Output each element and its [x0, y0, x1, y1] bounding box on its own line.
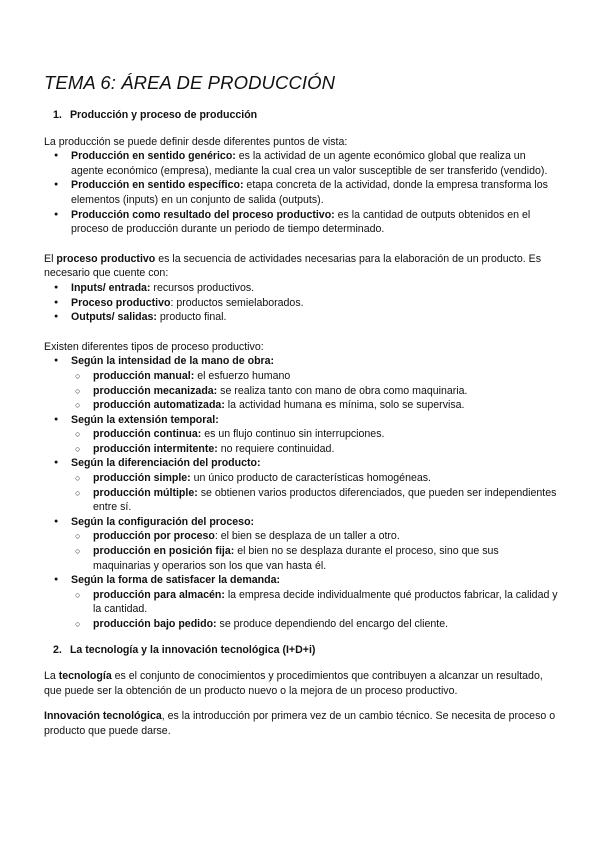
section-heading-2: 2. La tecnología y la innovación tecnológica (I+D+i) [53, 643, 316, 656]
sublist-item: ○ producción bajo pedido: se produce dependiendo del encargo del cliente. [44, 617, 558, 632]
sublist-item: ○ producción para almacén: la empresa decide individualmente qué productos fabricar, la calidad y la cantidad. [44, 588, 558, 617]
sublist-item: ○ producción mecanizada: se realiza tanto con mano de obra como maquinaria. [44, 384, 558, 399]
list-item: ● Producción como resultado del proceso productivo: es la cantidad de outputs obtenidos en el proceso de producción durante un periodo de tiempo determinado. [44, 208, 558, 237]
list-item: ● Producción en sentido específico: etapa concreta de la actividad, donde la empresa transforma los elementos (inputs) en un conjunto de salida (outputs). [44, 178, 558, 207]
sublist-item: ○ producción en posición fija: el bien no se desplaza durante el proceso, sino que sus maquinarias y operarios son los que van hasta él. [44, 544, 558, 573]
section-heading-1: 1. Producción y proceso de producción [53, 109, 258, 121]
document-body [44, 108, 558, 739]
list-item: ● Outputs/ salidas: producto final. [44, 310, 558, 325]
sublist-item: ○ producción automatizada: la actividad humana es mínima, solo se supervisa. [44, 398, 558, 413]
process-paragraph: El proceso productivo es la secuencia de actividades necesarias para la elaboración de un producto. Es necesario que cuente con: [44, 252, 542, 280]
sublist [44, 471, 558, 515]
definitions-list [44, 149, 558, 237]
process-elements-list [44, 281, 558, 325]
list-item: ● Proceso productivo: productos semielaborados. [44, 296, 558, 311]
list-item: ● Inputs/ entrada: recursos productivos. [44, 281, 558, 296]
list-item: ● Según la forma de satisfacer la demanda: ○ producción para almacén: la empresa decide individualmente qué productos fabricar, la calidad y la cantidad. ○ producción bajo pedido: se produce dependiendo del encargo del cliente. [44, 573, 558, 631]
sublist [44, 369, 558, 413]
list-item: ● Según la extensión temporal: ○ producción continua: es un flujo continuo sin interrupciones. ○ producción intermitente: no requiere continuidad. [44, 413, 558, 457]
list-item: ● Según la intensidad de la mano de obra: ○ producción manual: el esfuerzo humano ○ producción mecanizada: se realiza tanto con mano de obra como maquinaria. ○ producción automatizada: la actividad humana es mínima, solo se supervisa. [44, 354, 558, 412]
sublist [44, 427, 558, 456]
types-intro: Existen diferentes tipos de proceso productivo: [44, 340, 264, 353]
sublist-item: ○ producción intermitente: no requiere continuidad. [44, 442, 558, 457]
list-item: ● Según la diferenciación del producto: ○ producción simple: un único producto de características homogéneas. ○ producción múltiple: se obtienen varios productos diferenciados, que pueden ser independientes entre sí. [44, 456, 558, 514]
sublist [44, 529, 558, 573]
sublist-item: ○ producción por proceso: el bien se desplaza de un taller a otro. [44, 529, 558, 544]
types-list [44, 354, 558, 631]
sublist-item: ○ producción múltiple: se obtienen varios productos diferenciados, que pueden ser independientes entre sí. [44, 486, 558, 515]
sublist-item: ○ producción simple: un único producto de características homogéneas. [44, 471, 558, 486]
sublist [44, 588, 558, 632]
list-item: ● Producción en sentido genérico: es la actividad de un agente económico global que realiza un agente económico (empresa), mediante la cual crea un valor susceptible de ser transferido (vendido). [44, 149, 558, 178]
sublist-item: ○ producción continua: es un flujo continuo sin interrupciones. [44, 427, 558, 442]
technology-paragraph: La tecnología es el conjunto de conocimientos y procedimientos que contribuyen a alcanzar un resultado, que puede ser la obtención de un producto nuevo o la mejora de un proceso productivo. [44, 670, 543, 697]
intro-paragraph: La producción se puede definir desde diferentes puntos de vista: [44, 135, 348, 148]
list-item: ● Según la configuración del proceso: ○ producción por proceso: el bien se desplaza de un taller a otro. ○ producción en posición fija: el bien no se desplaza durante el proceso, sino que sus maquinarias y operarios son los que van hasta él. [44, 515, 558, 573]
innovation-paragraph: Innovación tecnológica, es la introducción por primera vez de un cambio técnico. Se necesita de proceso o producto que puede darse. [44, 710, 556, 737]
page-title: TEMA 6: ÁREA DE PRODUCCIÓN [44, 72, 336, 93]
sublist-item: ○ producción manual: el esfuerzo humano [44, 369, 558, 384]
